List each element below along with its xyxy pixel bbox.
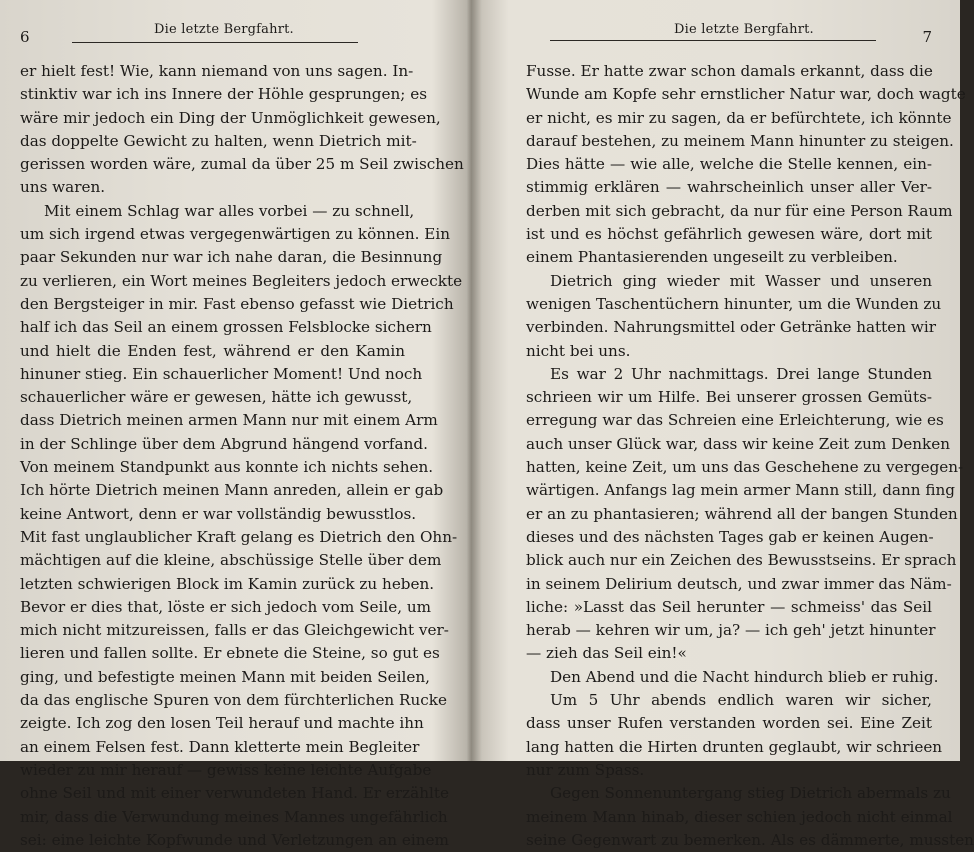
text-line: gerissen worden wäre, zumal da über 25 m Seil zwischen [20,155,464,174]
text-line: Gegen Sonnenuntergang stieg Dietrich abermals zu [550,784,951,803]
text-line: ist und es höchst gefährlich gewesen wäre, dort mit [526,225,932,244]
running-title: Die letzte Bergfahrt. [674,22,814,37]
text-line: nicht bei uns. [526,341,631,360]
running-title: Die letzte Bergfahrt. [154,22,294,37]
text-line: seine Gegenwart zu bemerken. Als es dämmerte, mussten [526,830,974,849]
text-line: ohne Seil und mit einer verwundeten Hand. Er erzählte [20,784,449,803]
text-line: Bevor er dies that, löste er sich jedoch vom Seile, um [20,597,432,616]
text-line: das doppelte Gewicht zu halten, wenn Dietrich mit- [20,131,417,150]
header-rule [72,42,358,43]
text-line: wenigen Taschentüchern hinunter, um die Wunden zu [526,294,942,313]
text-line: Dietrich ging wieder mit Wasser und unseren [550,271,932,290]
text-line: einem Phantasierenden ungeseilt zu verbleiben. [526,248,898,267]
text-line: um sich irgend etwas vergegenwärtigen zu können. Ein [20,225,450,244]
left-page [0,0,466,849]
text-line: letzten schwierigen Block im Kamin zurück zu heben. [20,574,435,593]
text-line: Es war 2 Uhr nachmittags. Drei lange Stunden [550,364,932,383]
page-number: 6 [20,28,30,46]
text-line: Fusse. Er hatte zwar schon damals erkannt, dass die [526,62,933,80]
text-line: in seinem Delirium deutsch, und zwar immer das Näm- [526,574,952,593]
text-line: zu verlieren, ein Wort meines Begleiters jedoch erweckte [20,271,463,290]
text-line: verbinden. Nahrungsmittel oder Getränke hatten wir [526,318,936,337]
text-line: nur zum Spass. [526,760,645,779]
text-line: wieder zu mir herauf — gewiss keine leichte Aufgabe [20,760,432,779]
text-line: schrieen wir um Hilfe. Bei unserer grossen Gemüts- [526,388,932,407]
text-line: lieren und fallen sollte. Er ebnete die Steine, so gut es [20,644,440,663]
text-line: mächtigen auf die kleine, abschüssige Stelle über dem [20,551,442,570]
text-line: in der Schlinge über dem Abgrund hängend vorfand. [20,434,428,453]
text-line: und hielt die Enden fest, während er den Kamin [20,341,405,360]
text-line: wärtigen. Anfangs lag mein armer Mann still, dann fing [526,481,956,500]
text-line: mich nicht mitzureissen, falls er das Gleichgewicht ver- [20,621,449,640]
text-line: stinktiv war ich ins Innere der Höhle gesprungen; es [20,85,428,104]
text-line: paar Sekunden nur war ich nahe daran, die Besinnung [20,248,443,267]
text-line: Mit fast unglaublicher Kraft gelang es Dietrich den Ohn- [20,527,458,546]
text-line: Den Abend und die Nacht hindurch blieb er ruhig. [550,667,939,686]
page-text [526,60,974,852]
text-line: meinem Mann hinab, dieser schien jedoch nicht einmal [526,807,953,826]
text-line: er nicht, es mir zu sagen, da er befürchtete, ich könnte [526,108,952,127]
text-line: darauf bestehen, zu meinem Mann hinunter zu steigen. [526,131,954,150]
text-line: Dies hätte — wie alle, welche die Stelle kennen, ein- [526,155,932,174]
text-line: er hielt fest! Wie, kann niemand von uns sagen. In- [20,62,414,80]
text-line: Mit einem Schlag war alles vorbei — zu schnell, [44,201,415,220]
text-line: blick auch nur ein Zeichen des Bewusstseins. Er sprach [526,551,957,570]
text-line: half ich das Seil an einem grossen Felsblocke sichern [20,318,432,337]
text-line: dass Dietrich meinen armen Mann nur mit einem Arm [20,411,438,430]
text-line: er an zu phantasieren; während all der bangen Stunden [526,504,958,523]
text-line: stimmig erklären — wahrscheinlich unser aller Ver- [526,178,932,197]
text-line: an einem Felsen fest. Dann kletterte mein Begleiter [20,737,420,756]
text-line: schauerlicher wäre er gewesen, hätte ich gewusst, [20,388,413,407]
text-line: Um 5 Uhr abends endlich waren wir sicher, [550,691,932,710]
text-line: Ich hörte Dietrich meinen Mann anreden, allein er gab [20,481,444,500]
right-page [476,0,974,849]
text-line: ging, und befestigte meinen Mann mit beiden Seilen, [20,667,430,686]
text-line: wäre mir jedoch ein Ding der Unmöglichkeit gewesen, [20,108,441,127]
text-line: da das englische Spuren von dem fürchterlichen Rucke [20,691,447,710]
text-line: mir, dass die Verwundung meines Mannes ungefährlich [20,807,448,826]
page-header [0,18,466,52]
text-line: hatten, keine Zeit, um uns das Geschehene zu vergegen- [526,458,964,477]
text-line: erregung war das Schreien eine Erleichterung, wie es [526,411,944,430]
text-line: dass unser Rufen verstanden worden sei. Eine Zeit [526,714,932,733]
text-line: zeigte. Ich zog den losen Teil herauf und machte ihn [20,714,424,733]
text-line: liche: »Lasst das Seil herunter — schmeiss' das Seil [526,597,932,616]
text-line: Von meinem Standpunkt aus konnte ich nichts sehen. [20,458,434,477]
page-number: 7 [922,28,932,46]
text-line: auch unser Glück war, dass wir keine Zeit zum Denken [526,434,951,453]
text-line: derben mit sich gebracht, da nur für eine Person Raum [526,201,953,220]
text-line: dieses und des nächsten Tages gab er keinen Augen- [526,527,934,546]
text-line: sei: eine leichte Kopfwunde und Verletzungen an einem [20,830,449,849]
text-line: uns waren. [20,178,106,197]
text-line: Wunde am Kopfe sehr ernstlicher Natur war, doch wagte [526,85,966,104]
text-line: hinuner stieg. Ein schauerlicher Moment! Und noch [20,364,423,383]
header-rule [550,40,876,41]
text-line: — zieh das Seil ein!« [526,644,687,663]
text-line: keine Antwort, denn er war vollständig bewusstlos. [20,504,417,523]
page-header [476,18,960,52]
page-text [20,60,464,852]
text-line: herab — kehren wir um, ja? — ich geh' jetzt hinunter [526,621,936,640]
text-line: lang hatten die Hirten drunten geglaubt, wir schrieen [526,737,943,756]
text-line: den Bergsteiger in mir. Fast ebenso gefasst wie Dietrich [20,294,454,313]
